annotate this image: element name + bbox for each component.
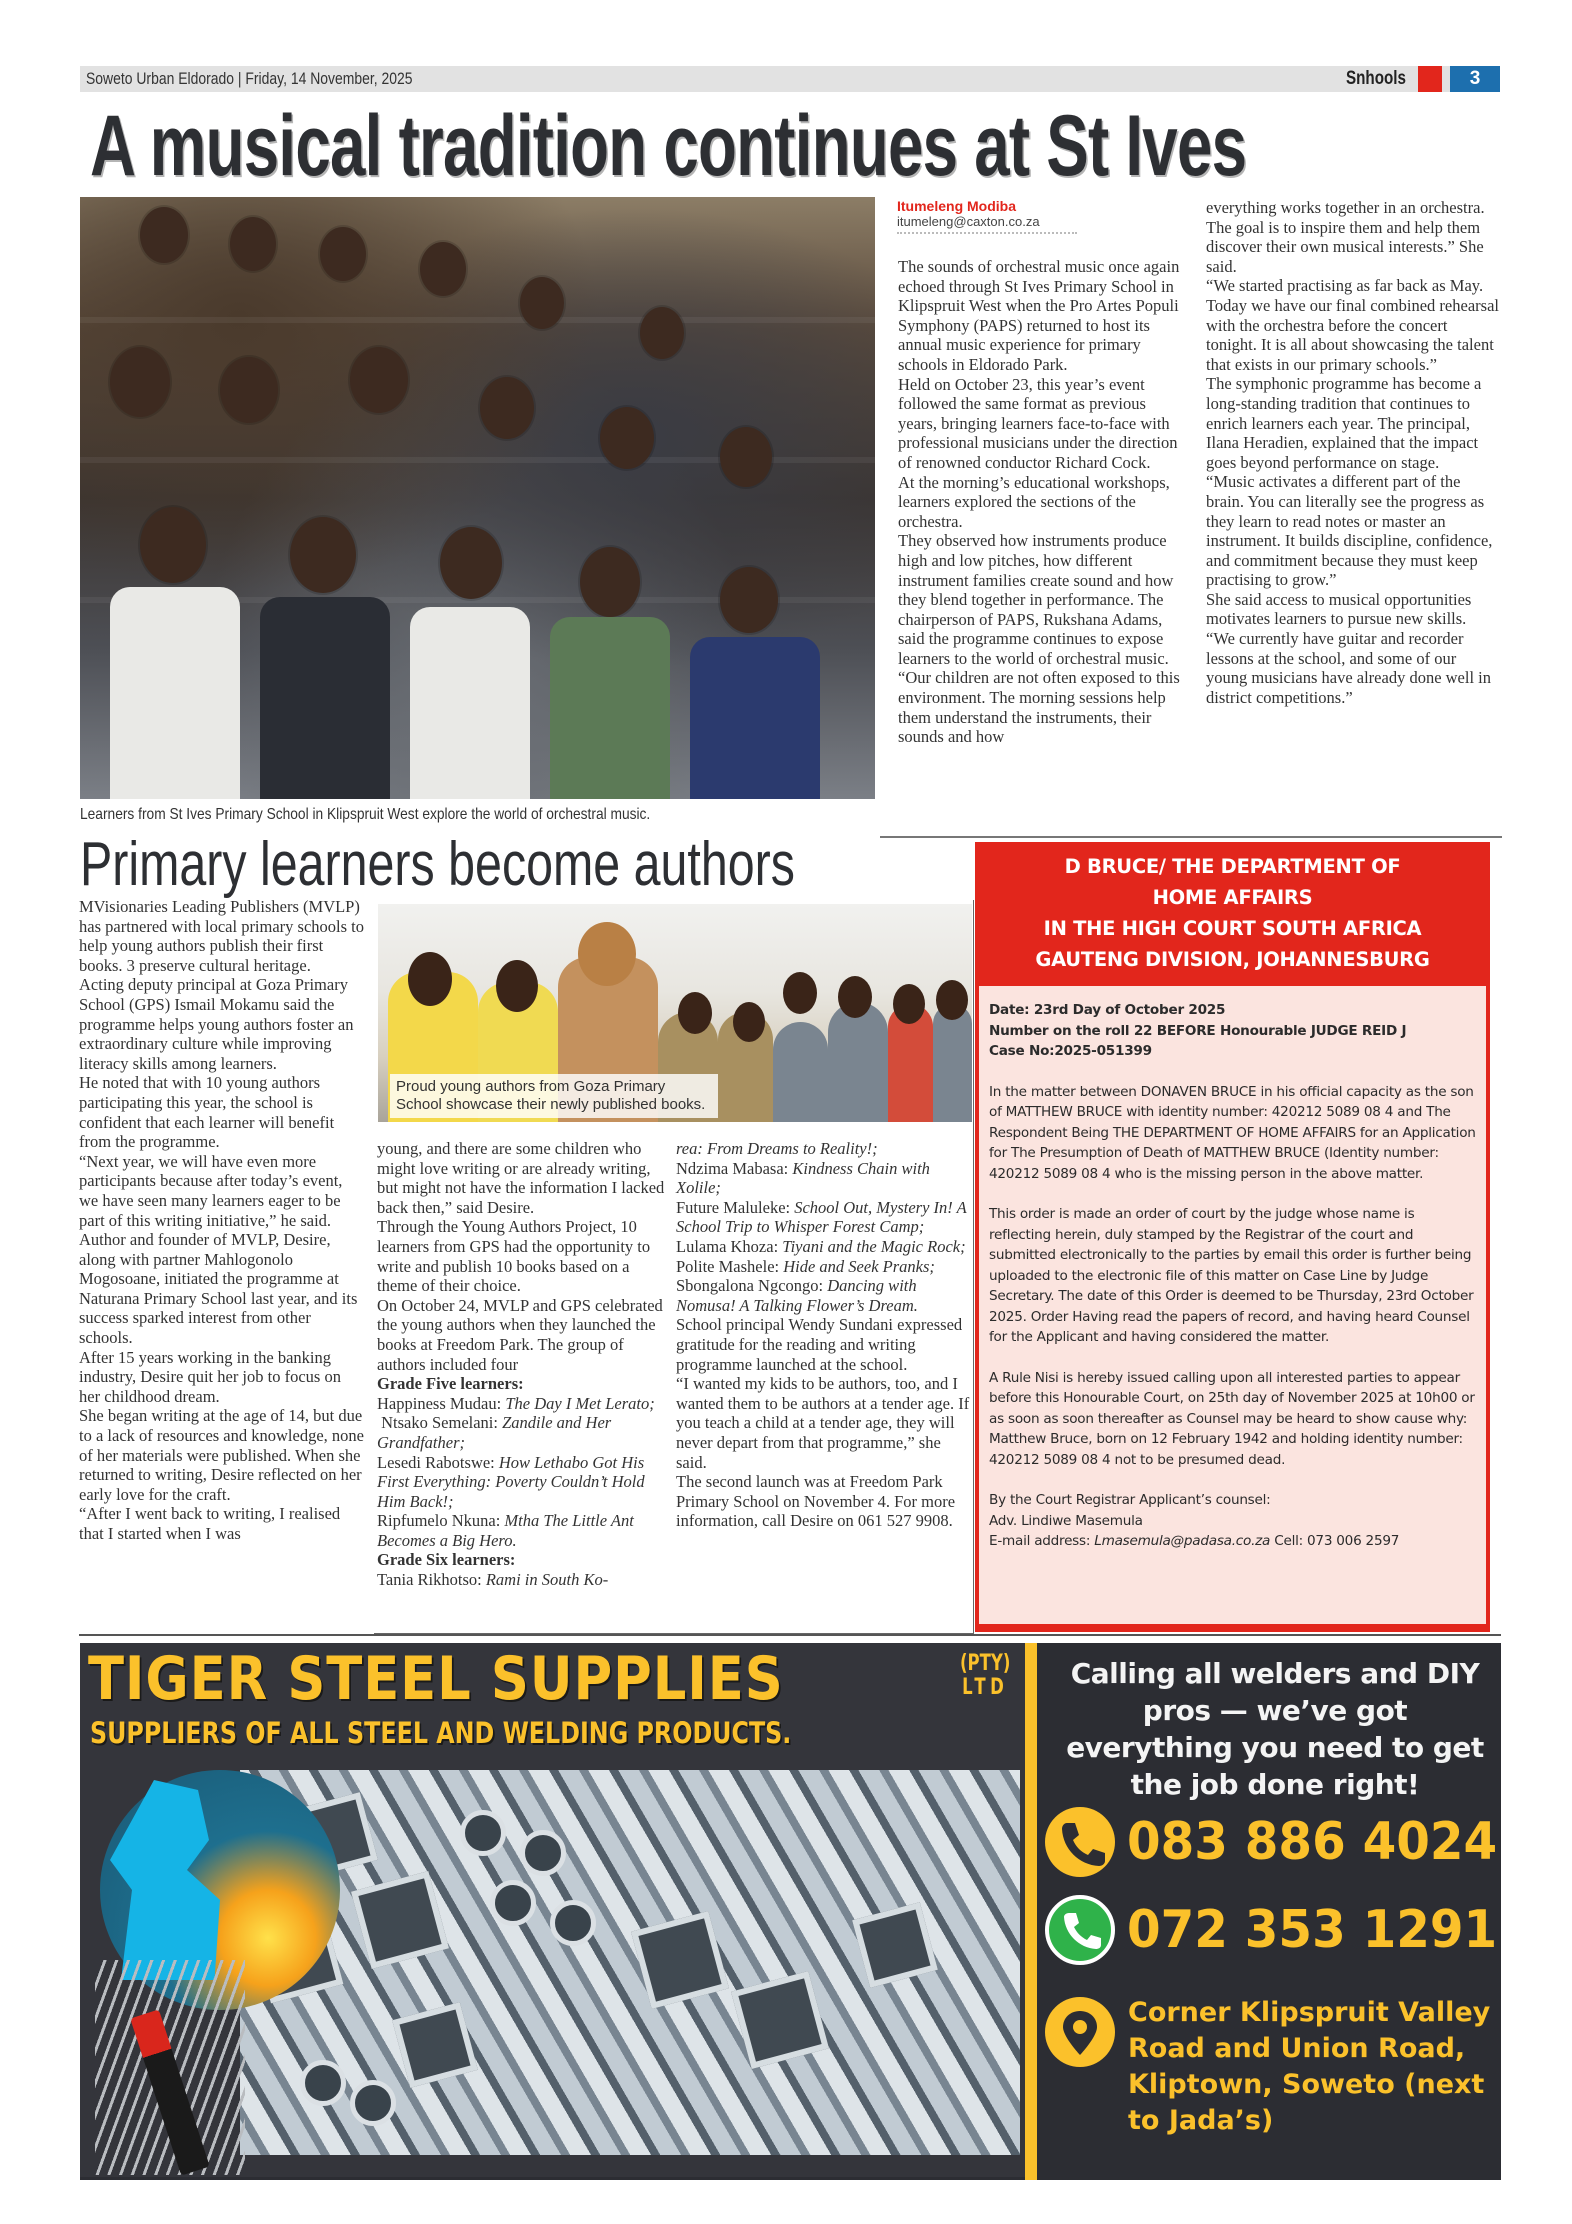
- paragraph: Acting deputy principal at Goza Primary School (GPS) Ismail Mokamu said the programme helps young authors foster an extraordinary culture while improving literacy skills among learners.: [79, 975, 354, 1073]
- learner-shirt: [110, 587, 240, 799]
- article2-headline: Primary learners become authors: [80, 830, 795, 899]
- phone-number[interactable]: 083 886 4024: [1127, 1812, 1498, 1872]
- book-title: Hide and Seek Pranks;: [783, 1256, 935, 1276]
- paragraph: They observed how instruments produce high and low pitches, how different instrument families create sound and how they blend together in performance. The chairperson of PAPS, Rukshana Adams, said the programme continues to expose learners to the world of orchestral music.: [898, 531, 1174, 668]
- author-name: Lesedi Rabotswe:: [377, 1452, 495, 1472]
- book-title: Mtha The Little Ant Becomes a Big Hero.: [377, 1511, 634, 1550]
- book-title: Kindness Chain with Xolile;: [676, 1158, 930, 1198]
- author-name: Future Maluleke:: [676, 1197, 791, 1217]
- paragraph: After 15 years working in the banking industry, Desire quit her job to focus on her childhood dream.: [79, 1347, 341, 1406]
- learner-head: [733, 1002, 765, 1042]
- legal-notice: [975, 842, 1490, 1632]
- section-label: Snhools: [1346, 68, 1406, 89]
- paragraph: This order is made an order of court by the judge whose name is reflecting herein, duly stamped by the Registrar of the court and submitted electronically to the parties by email this order is further being uploaded to the electronic file of this matter on Case Line by Judge Secretary. The date of this Order is deemed to be Thursday, 23rd October 2025. Order Having read the papers of record, and having heard Counsel for the Applicant and having considered the matter.: [989, 1206, 1474, 1345]
- learner-uniform: [828, 1002, 888, 1122]
- counsel-name: Adv. Lindiwe Masemula: [989, 1512, 1143, 1529]
- article1-column-2: [1206, 198, 1501, 707]
- paragraph: MVisionaries Leading Publishers (MVLP) has partnered with local primary schools to help young authors publish their first books. 3 preserve cultural heritage.: [79, 897, 365, 975]
- article2-photo-caption: Proud young authors from Goza Primary School showcase their newly published books.: [390, 1074, 718, 1118]
- paragraph: “Next year, we will have even more participants because after today’s event, we have seen many learners eager to be part of this writing initiative,” he said.: [79, 1151, 343, 1230]
- learner-face: [140, 507, 206, 583]
- paragraph: young, and there are some children who might love writing or are already writing, but might not have the information I lacked back then,” said Desire.: [377, 1139, 665, 1217]
- author-name: Polite Mashele:: [676, 1256, 780, 1276]
- bleacher-row: [80, 317, 875, 323]
- whatsapp-number[interactable]: 072 353 1291: [1127, 1900, 1498, 1960]
- paragraph: She began writing at the age of 14, but due to a lack of resources and knowledge, none of her materials were published. When she returned to writing, Desire reflected on her early love for the craft.: [79, 1406, 364, 1504]
- grade-six-heading: Grade Six learners:: [377, 1550, 516, 1570]
- square-tube: [731, 1971, 829, 2069]
- book-entry: [377, 1453, 667, 1512]
- learner-face: [420, 242, 466, 296]
- learner-head: [838, 976, 872, 1018]
- book-entry: [676, 1139, 971, 1159]
- book-entry: [377, 1511, 667, 1550]
- author-name: Ripfumelo Nkuna:: [377, 1511, 501, 1531]
- advert-company-name: TIGER STEEL SUPPLIES: [88, 1644, 784, 1714]
- author-name: Itumeleng Modiba: [897, 198, 1016, 214]
- learner-head: [936, 980, 968, 1020]
- title-line: HOME AFFAIRS: [1152, 886, 1313, 909]
- advert-whatsapp-row[interactable]: [1045, 1893, 1498, 1967]
- title-line: D BRUCE/ THE DEPARTMENT OF: [1064, 855, 1401, 878]
- learner-face: [140, 207, 188, 263]
- learner-face: [480, 377, 534, 439]
- advert-subtitle: SUPPLIERS OF ALL STEEL AND WELDING PRODUCTS.: [90, 1716, 792, 1750]
- paragraph: “I wanted my kids to be authors, too, and I wanted them to be authors at a tender age. If you teach a child at a tender age, they will never depart from that programme,” she said.: [676, 1374, 970, 1472]
- paragraph: The symphonic programme has become a long-standing tradition that continues to enrich learners each year. The principal, Ilana Heradien, explained that the impact goes beyond performance on stage.: [1206, 374, 1482, 472]
- suffix-pty: (PTY): [960, 1651, 1011, 1676]
- steel-products-image: [240, 1770, 1020, 2155]
- learner-face: [640, 307, 684, 359]
- contact-line: [989, 1531, 1476, 1552]
- book-title: Tiyani and the Magic Rock;: [782, 1236, 966, 1256]
- learner-face: [110, 347, 170, 417]
- grade-five-heading: Grade Five learners:: [377, 1374, 524, 1394]
- learner-face: [600, 407, 654, 469]
- book-entry: [676, 1237, 971, 1257]
- article1-photo-caption: Learners from St Ives Primary School in Klipspruit West explore the world of orchestral music.: [80, 806, 651, 823]
- learner-face: [220, 357, 278, 423]
- author-name: Ndzima Mabasa:: [676, 1158, 789, 1178]
- paragraph: The sounds of orchestral music once again echoed through St Ives Primary School in Klipspruit West when the Pro Artes Populi Symphony (PAPS) returned to host its annual music experience for primary schools in Eldorado Park.: [898, 257, 1180, 374]
- author-name: Sbongalona Ngcongo:: [676, 1276, 824, 1296]
- square-tube: [392, 2002, 478, 2088]
- author-name: Lulama Khoza:: [676, 1236, 779, 1256]
- paragraph: She said access to musical opportunities motivates learners to pursue new skills.: [1206, 589, 1472, 629]
- article2-column-3: [676, 1139, 971, 1531]
- advert-address: Corner Klipspruit Valley Road and Union Road, Kliptown, Soweto (next to Jada’s): [1128, 1997, 1491, 2136]
- counsel-email[interactable]: Lmasemula@padasa.co.za: [1094, 1533, 1271, 1549]
- book-title: The Day I Met Lerato;: [505, 1393, 655, 1413]
- paragraph: “Music activates a different part of the brain. You can literally see the progress as they learn to read notes or master an instrument. It builds discipline, confidence, and commitment because they must keep practising to grow.”: [1206, 472, 1493, 590]
- learner-shirt: [550, 617, 670, 799]
- learner-head: [496, 960, 538, 1012]
- learner-uniform: [933, 1004, 972, 1122]
- advert-location-icon-wrap: [1045, 1995, 1125, 2069]
- article1-photo-orchestra-learners: [80, 197, 875, 799]
- learner-head: [678, 992, 712, 1034]
- square-tube: [351, 1871, 449, 1969]
- learner-face: [580, 547, 640, 617]
- learner-uniform: [773, 1022, 828, 1122]
- book-title: Zandile and Her Grandfather;: [377, 1413, 612, 1452]
- notice-case-number: Case No:2025-051399: [989, 1043, 1152, 1059]
- learner-head: [408, 952, 452, 1006]
- page-header-bar: [80, 66, 1500, 92]
- round-tube: [490, 1880, 536, 1926]
- book-title: How Lethabo Got His First Everything: Poverty Couldn’t Hold Him Back!;: [377, 1452, 645, 1511]
- book-entry: [676, 1276, 971, 1315]
- learner-shirt: [260, 597, 390, 799]
- learner-face: [440, 527, 502, 599]
- paragraph: “After I went back to writing, I realised that I started when I was: [79, 1504, 341, 1543]
- advert-divider: [1025, 1643, 1037, 2180]
- paragraph: Today we have our final combined rehearsal with the orchestra before the concert tonight. It is all about showcasing the talent that exists in our primary schools.”: [1206, 295, 1499, 374]
- author-name: Tania Rikhotso:: [377, 1570, 482, 1590]
- article1-bottom-rule: [880, 836, 1502, 838]
- learner-face: [350, 347, 408, 413]
- paragraph: On October 24, MVLP and GPS celebrated the young authors when they launched the books at Freedom Park. The group of authors included four: [377, 1295, 663, 1374]
- legal-notice-header: [989, 1000, 1476, 1062]
- legal-notice-body: [979, 986, 1486, 1624]
- book-entry: [377, 1570, 667, 1590]
- learner-face: [320, 227, 366, 281]
- learner-head: [893, 984, 925, 1024]
- paragraph: He noted that with 10 young authors participating this year, the school is confident that each learner will benefit from the programme.: [79, 1073, 335, 1152]
- email-label: E-mail address:: [989, 1533, 1095, 1549]
- page-number: 3: [1450, 66, 1500, 92]
- paragraph: “Our children are not often exposed to this environment. The morning sessions help them understand the instruments, their sounds and how: [898, 668, 1180, 747]
- legal-notice-title: [979, 846, 1486, 986]
- whatsapp-icon: [1045, 1895, 1115, 1965]
- paragraph: At the morning’s educational workshops, learners explored the sections of the orchestra.: [898, 472, 1170, 531]
- notice-roll-number: Number on the roll 22 BEFORE Honourable JUDGE REID J: [989, 1022, 1407, 1039]
- round-tube: [460, 1810, 506, 1856]
- book-entry: [676, 1198, 971, 1237]
- learner-head: [783, 972, 817, 1014]
- paragraph: Held on October 23, this year’s event followed the same format as previous years, bringing learners face-to-face with professional musicians under the direction of renowned conductor Richard Cock.: [898, 374, 1178, 472]
- notice-date: Date: 23rd Day of October 2025: [989, 1002, 1226, 1018]
- book-title: School Out, Mystery In! A School Trip to Whisper Forest Camp;: [676, 1197, 967, 1237]
- suffix-ltd: LTD: [962, 1675, 1009, 1700]
- book-entry: [676, 1257, 971, 1277]
- learner-shirt: [690, 637, 820, 799]
- article2-bottom-rule: [79, 1634, 1501, 1636]
- advert-company-suffix: [960, 1652, 1010, 1700]
- counsel-cell: Cell: 073 006 2597: [1270, 1533, 1400, 1549]
- article2-column-1: [79, 897, 364, 1544]
- learner-face: [520, 277, 564, 329]
- paragraph: School principal Wendy Sundani expressed gratitude for the reading and writing programme launched at the school.: [676, 1315, 963, 1374]
- signoff: By the Court Registrar Applicant’s counsel:: [989, 1492, 1271, 1508]
- advert-phone-row[interactable]: [1045, 1805, 1498, 1879]
- learner-face: [230, 217, 276, 271]
- learner-shirt: [410, 607, 530, 799]
- presenter-head: [578, 922, 636, 986]
- phone-icon: [1045, 1807, 1115, 1877]
- paragraph: “We currently have guitar and recorder lessons at the school, and some of our young musicians have already done well in district competitions.”: [1206, 629, 1492, 707]
- advert-tagline: Calling all welders and DIY pros — we’ve got everything you need to get the job done right!: [1066, 1657, 1484, 1801]
- title-line: GAUTENG DIVISION, JOHANNESBURG: [1035, 948, 1430, 971]
- paragraph: A Rule Nisi is hereby issued calling upon all interested parties to appear before this Honourable Court, on 25th day of November 2025 at 10h00 or as soon as soon thereafter as Counsel may be heard to show cause why: Matthew Bruce, born on 12 February 1942 and holding identity number: 420212 5089 08 4 not to be presumed dead.: [989, 1369, 1475, 1468]
- learner-face: [720, 567, 778, 633]
- paragraph: Author and founder of MVLP, Desire, along with partner Mahlogonolo Mogosoane, initiated the programme at Naturana Primary School last year, and its success sparked interest from other schools.: [79, 1230, 358, 1348]
- paragraph: Through the Young Authors Project, 10 learners from GPS had the opportunity to write and publish 10 books based on a theme of their choice.: [377, 1217, 651, 1296]
- article1-column-1: [898, 257, 1188, 747]
- location-pin-icon: [1045, 1997, 1115, 2067]
- book-entry: [676, 1159, 971, 1198]
- book-title: Dancing with Nomusa! A Talking Flower’s Dream.: [676, 1276, 918, 1315]
- paragraph: The second launch was at Freedom Park Primary School on November 4. For more information, call Desire on 061 527 9908.: [676, 1472, 956, 1531]
- article2-column-2: [377, 1139, 667, 1590]
- article1-headline: A musical tradition continues at St Ives: [90, 98, 1247, 194]
- paragraph: In the matter between DONAVEN BRUCE in his official capacity as the son of MATTHEW BRUCE with identity number: 420212 5089 08 4 and The Respondent Being THE DEPARTMENT OF HOME AFFAIRS for an Application for The Presumption of Death of MATTHEW BRUCE (Identity number: 420212 5089 08 4 who is the missing person in the above matter.: [989, 1083, 1476, 1182]
- author-email[interactable]: itumeleng@caxton.co.za: [897, 214, 1040, 229]
- byline-divider: [897, 232, 1077, 234]
- section-color-block: [1418, 66, 1442, 92]
- square-tube: [631, 1911, 729, 2009]
- book-entry: [377, 1413, 667, 1452]
- square-tube: [852, 1902, 938, 1988]
- book-entry: [377, 1394, 667, 1414]
- round-tube: [300, 2060, 346, 2106]
- learner-face: [290, 517, 356, 593]
- round-tube: [350, 2080, 396, 2126]
- round-tube: [550, 1900, 596, 1946]
- author-name: Ntsako Semelani:: [381, 1413, 498, 1433]
- book-title: Rami in South Ko-: [485, 1570, 609, 1590]
- publication-info: Soweto Urban Eldorado | Friday, 14 November, 2025: [86, 69, 413, 88]
- learner-face: [720, 427, 772, 487]
- book-title: rea: From Dreams to Reality!;: [676, 1139, 878, 1158]
- paragraph: “We started practising as far back as May.: [1206, 276, 1484, 296]
- paragraph: everything works together in an orchestra. The goal is to inspire them and help them discover their own musical interests.” She said.: [1206, 198, 1485, 276]
- round-tube: [520, 1830, 566, 1876]
- author-name: Happiness Mudau:: [377, 1393, 502, 1413]
- title-line: IN THE HIGH COURT SOUTH AFRICA: [1043, 917, 1422, 940]
